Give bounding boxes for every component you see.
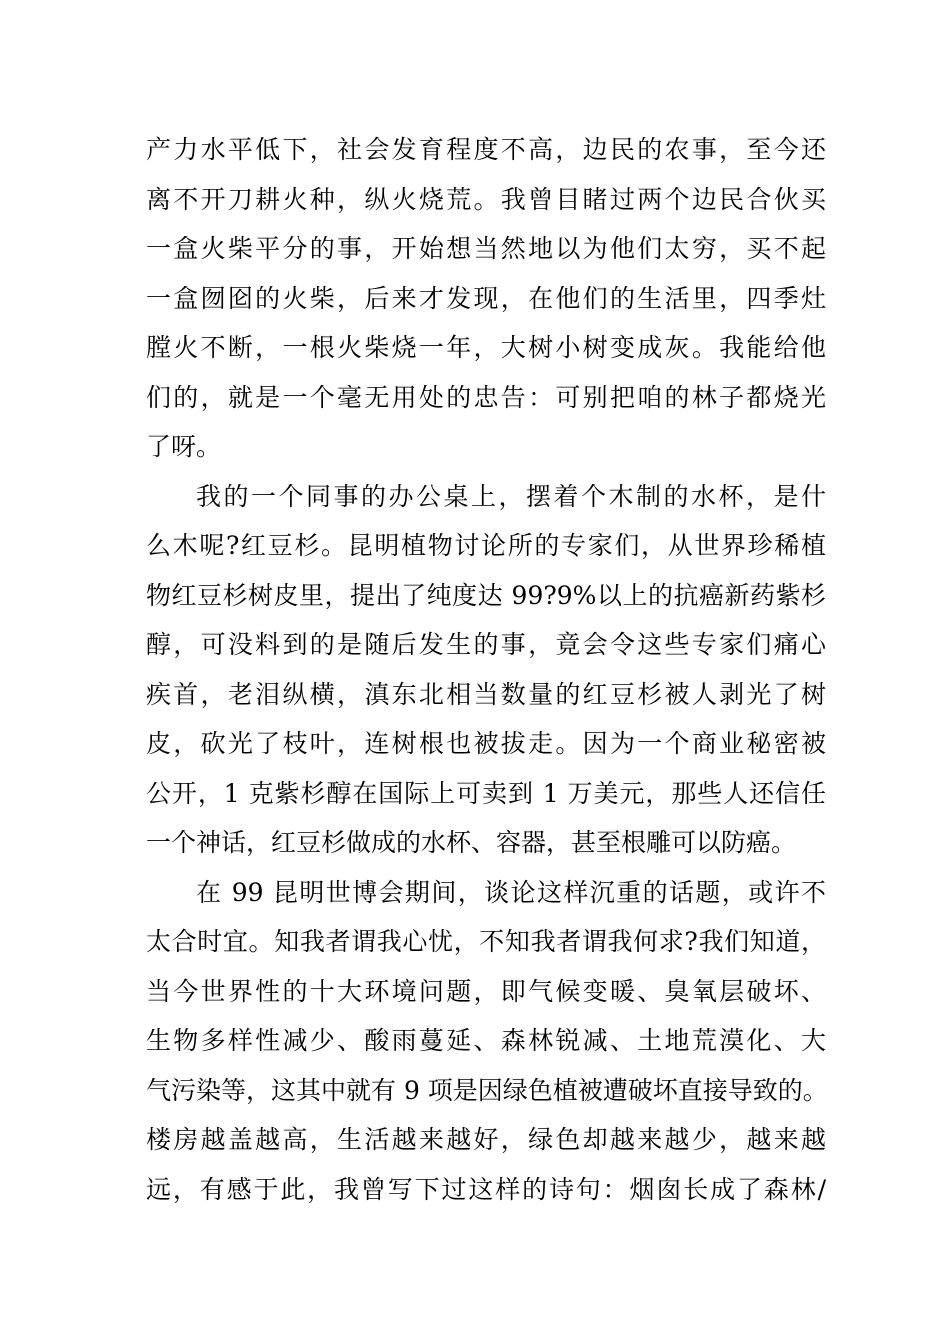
- text-line: 一个神话，红豆杉做成的水杯、容器，甚至根雕可以防癌。: [146, 828, 797, 857]
- text-line: 物红豆杉树皮里，提出了纯度达 99?9%以上的抗癌新药紫杉: [146, 580, 826, 610]
- text-line: 当今世界性的十大环境问题，即气候变暖、臭氧层破坏、: [146, 976, 826, 1006]
- text-line: 膛火不断，一根火柴烧一年，大树小树变成灰。我能给他: [146, 333, 826, 362]
- text-line: 产力水平低下，社会发育程度不高，边民的农事，至今还: [146, 135, 826, 164]
- text-line: 疾首，老泪纵横，滇东北相当数量的红豆杉被人剥光了树: [146, 679, 826, 709]
- text-line: 一盒囫囵的火柴，后来才发现，在他们的生活里，四季灶: [146, 283, 826, 313]
- body-text: [146, 125, 826, 1214]
- paragraph-first-line: 在 99 昆明世博会期间，谈论这样沉重的话题，或许不: [196, 877, 826, 907]
- text-line: 气污染等，这其中就有 9 项是因绿色植被遭破坏直接导致的。: [146, 1075, 828, 1105]
- text-line: 生物多样性减少、酸雨蔓延、森林锐减、土地荒漠化、大: [146, 1026, 826, 1055]
- text-line: 了呀。: [146, 432, 222, 461]
- text-line: 楼房越盖越高，生活越来越好，绿色却越来越少，越来越: [146, 1125, 826, 1154]
- text-line: 一盒火柴平分的事，开始想当然地以为他们太穷，买不起: [146, 234, 826, 263]
- text-line: 醇，可没料到的是随后发生的事，竟会令这些专家们痛心: [146, 630, 826, 659]
- text-line: 皮，砍光了枝叶，连树根也被拔走。因为一个商业秘密被: [146, 729, 826, 758]
- text-line: 离不开刀耕火种，纵火烧荒。我曾目睹过两个边民合伙买: [146, 184, 826, 214]
- text-line: 公开，1 克紫杉醇在国际上可卖到 1 万美元，那些人还信任: [146, 778, 826, 808]
- paragraph-first-line: 我的一个同事的办公桌上，摆着个木制的水杯，是什: [196, 481, 826, 511]
- text-line: 么木呢?红豆杉。昆明植物讨论所的专家们，从世界珍稀植: [146, 531, 826, 560]
- text-line: 们的，就是一个毫无用处的忠告：可别把咱的林子都烧光: [146, 382, 826, 412]
- text-line: 远，有感于此，我曾写下过这样的诗句：烟囱长成了森林/: [146, 1174, 826, 1204]
- text-line: 太合时宜。知我者谓我心忧，不知我者谓我何求?我们知道，: [146, 927, 826, 956]
